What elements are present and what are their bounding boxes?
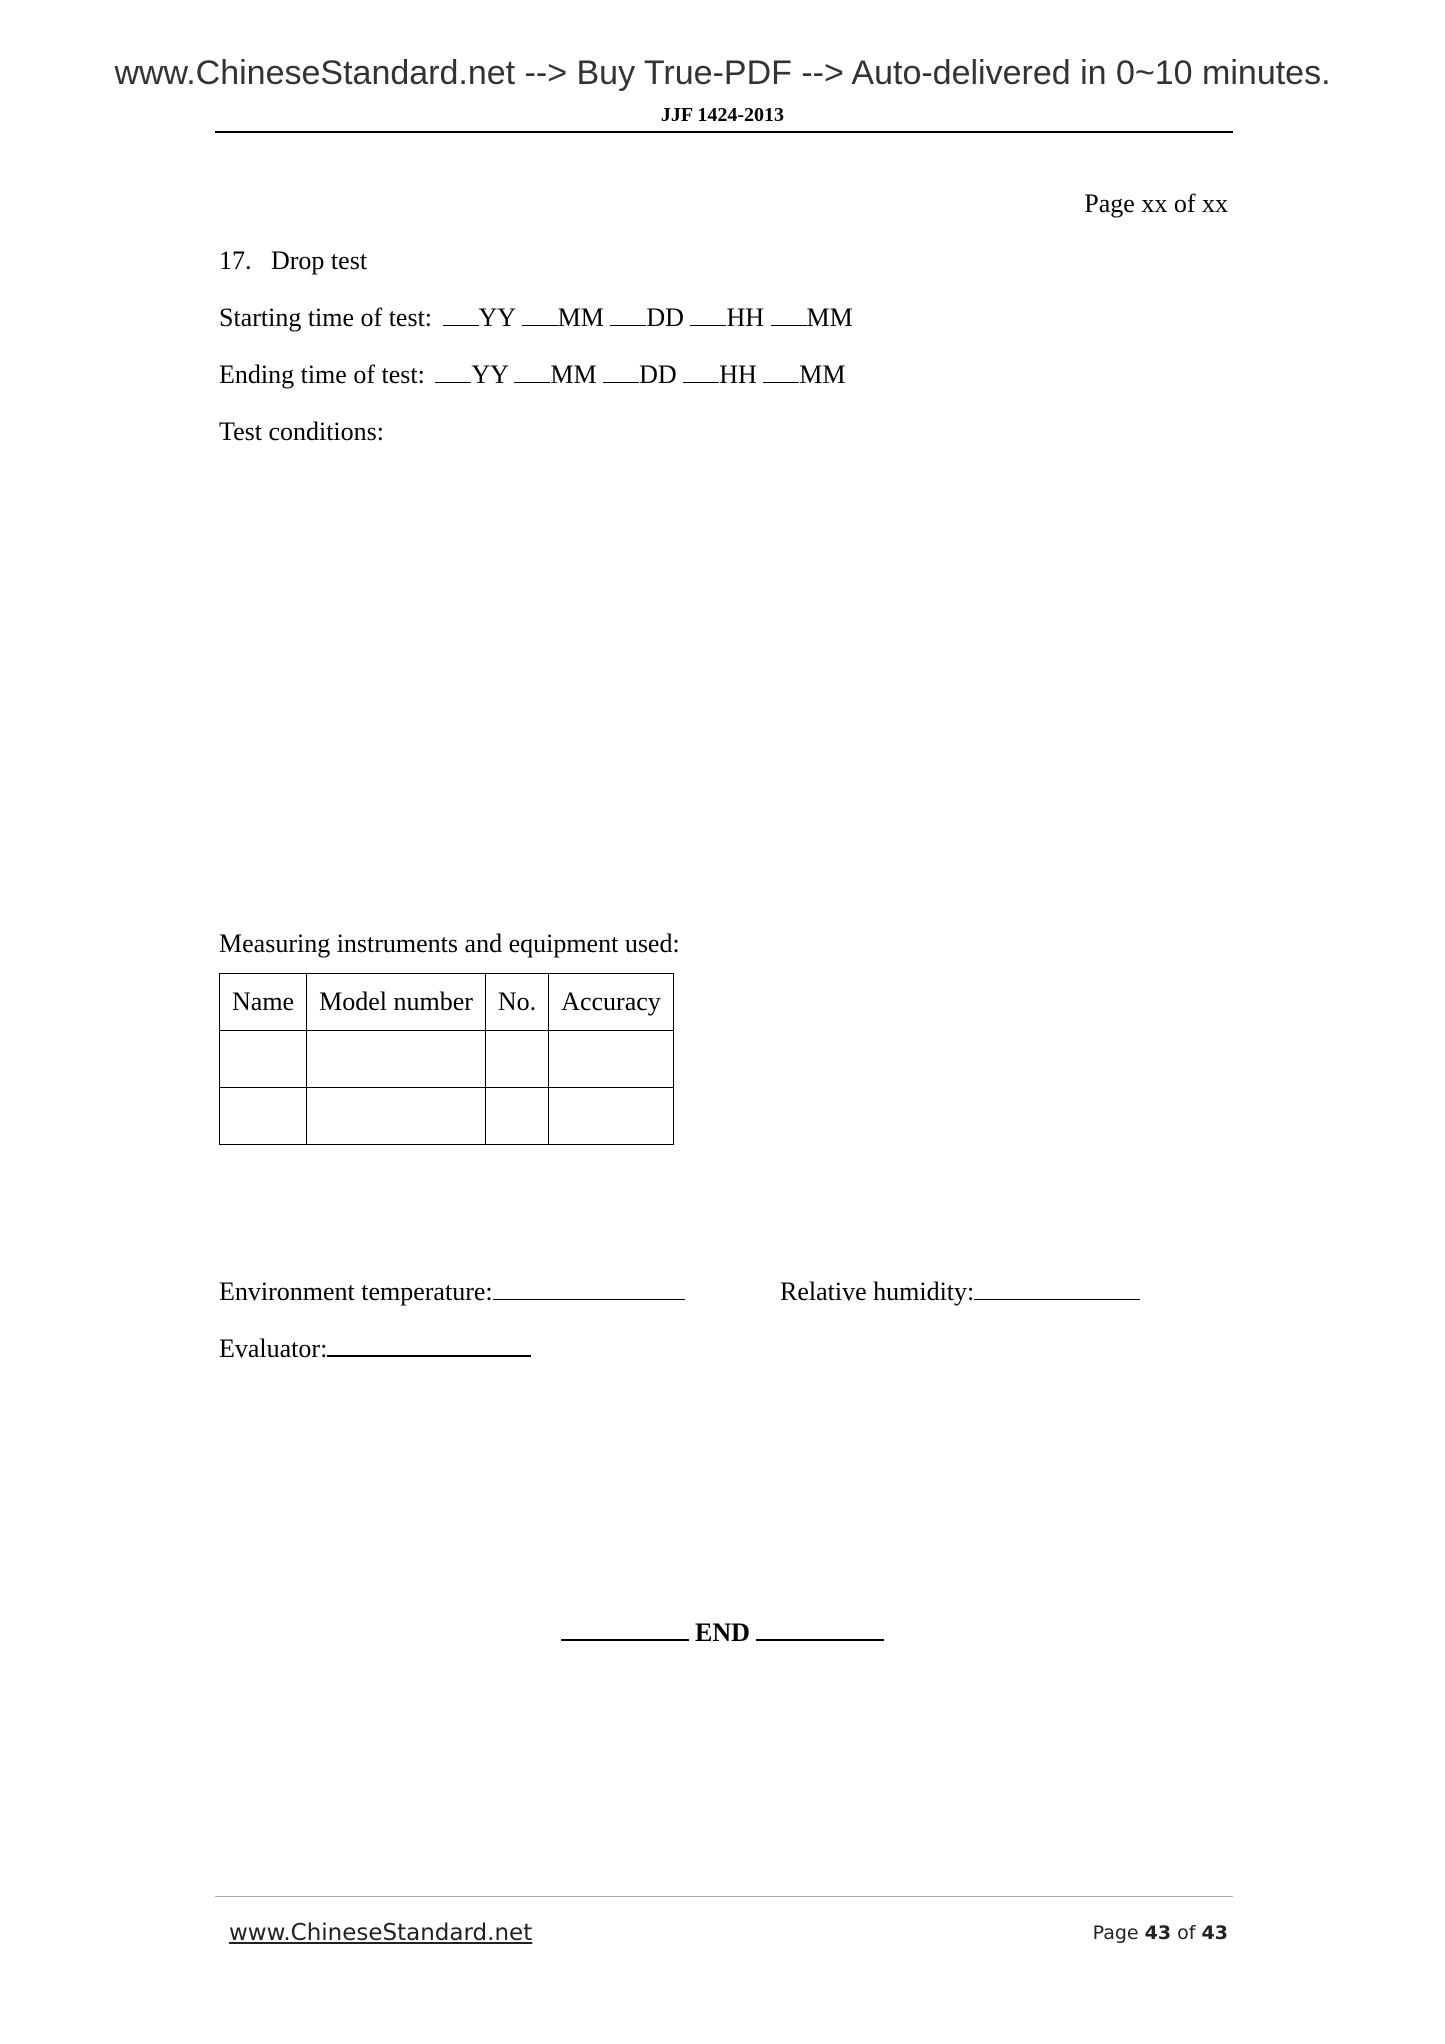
relative-humidity-blank (974, 1298, 1140, 1300)
table-cell (307, 1031, 486, 1088)
blank-field (763, 381, 799, 383)
starting-time-label: Starting time of test: (219, 303, 433, 332)
page-placeholder-label: Page xx of xx (1084, 189, 1228, 218)
environment-temperature-line (219, 1277, 685, 1307)
instruments-label: Measuring instruments and equipment used: (219, 929, 680, 958)
table-cell (220, 1088, 307, 1145)
environment-temperature-blank (493, 1298, 685, 1300)
start-minute-unit: MM (806, 303, 853, 332)
footer-page-total: 43 (1201, 1922, 1228, 1944)
footer-page-current: 43 (1144, 1922, 1172, 1944)
blank-field (610, 324, 646, 326)
evaluator-blank (327, 1354, 531, 1357)
standard-code: JJF 1424-2013 (660, 104, 785, 126)
table-cell (307, 1088, 486, 1145)
test-conditions-label: Test conditions: (219, 417, 385, 446)
table-cell (220, 1031, 307, 1088)
table-row (220, 1088, 674, 1145)
end-rule-right (756, 1638, 884, 1641)
blank-field (435, 381, 471, 383)
equipment-table (219, 973, 674, 1145)
footer-page-word: Page (1092, 1922, 1139, 1944)
starting-time-line (219, 303, 853, 333)
relative-humidity-line (780, 1277, 1140, 1307)
start-year-unit: YY (478, 303, 516, 332)
table-cell (485, 1031, 548, 1088)
column-header-accuracy: Accuracy (549, 974, 674, 1031)
table-row (220, 1031, 674, 1088)
column-header-model-number: Model number (307, 974, 486, 1031)
end-day-unit: DD (639, 360, 677, 389)
environment-temperature-label: Environment temperature: (219, 1277, 493, 1306)
blank-field (683, 381, 719, 383)
end-year-unit: YY (471, 360, 508, 389)
start-month-unit: MM (557, 303, 604, 332)
start-day-unit: DD (646, 303, 684, 332)
footer-page-of: of (1177, 1922, 1196, 1944)
end-label: END (695, 1618, 750, 1647)
table-cell (549, 1088, 674, 1145)
column-header-no: No. (485, 974, 548, 1031)
end-hour-unit: HH (719, 360, 757, 389)
blank-field (690, 324, 726, 326)
ending-time-line (219, 360, 846, 390)
blank-field (771, 324, 807, 326)
start-hour-unit: HH (726, 303, 764, 332)
top-banner: www.ChineseStandard.net --> Buy True-PDF --> Auto-delivered in 0~10 minutes. (114, 54, 1331, 92)
evaluator-label: Evaluator: (219, 1334, 328, 1363)
footer-site-link[interactable]: www.ChineseStandard.net (229, 1920, 533, 1946)
blank-field (443, 324, 479, 326)
blank-field (603, 381, 639, 383)
end-marker (0, 1618, 1445, 1648)
table-header-row (220, 974, 674, 1031)
evaluator-line (219, 1334, 531, 1364)
section-title: Drop test (271, 246, 368, 275)
end-month-unit: MM (550, 360, 597, 389)
table-cell (485, 1088, 548, 1145)
header-divider (215, 131, 1233, 133)
blank-field (514, 381, 550, 383)
section-number: 17. (219, 246, 252, 275)
footer-divider (215, 1896, 1233, 1897)
relative-humidity-label: Relative humidity: (780, 1277, 975, 1306)
blank-field (522, 324, 558, 326)
footer-page-number (1093, 1922, 1228, 1944)
end-rule-left (561, 1638, 689, 1641)
ending-time-label: Ending time of test: (219, 360, 425, 389)
section-heading (219, 246, 367, 276)
column-header-name: Name (220, 974, 307, 1031)
table-cell (549, 1031, 674, 1088)
end-minute-unit: MM (799, 360, 846, 389)
